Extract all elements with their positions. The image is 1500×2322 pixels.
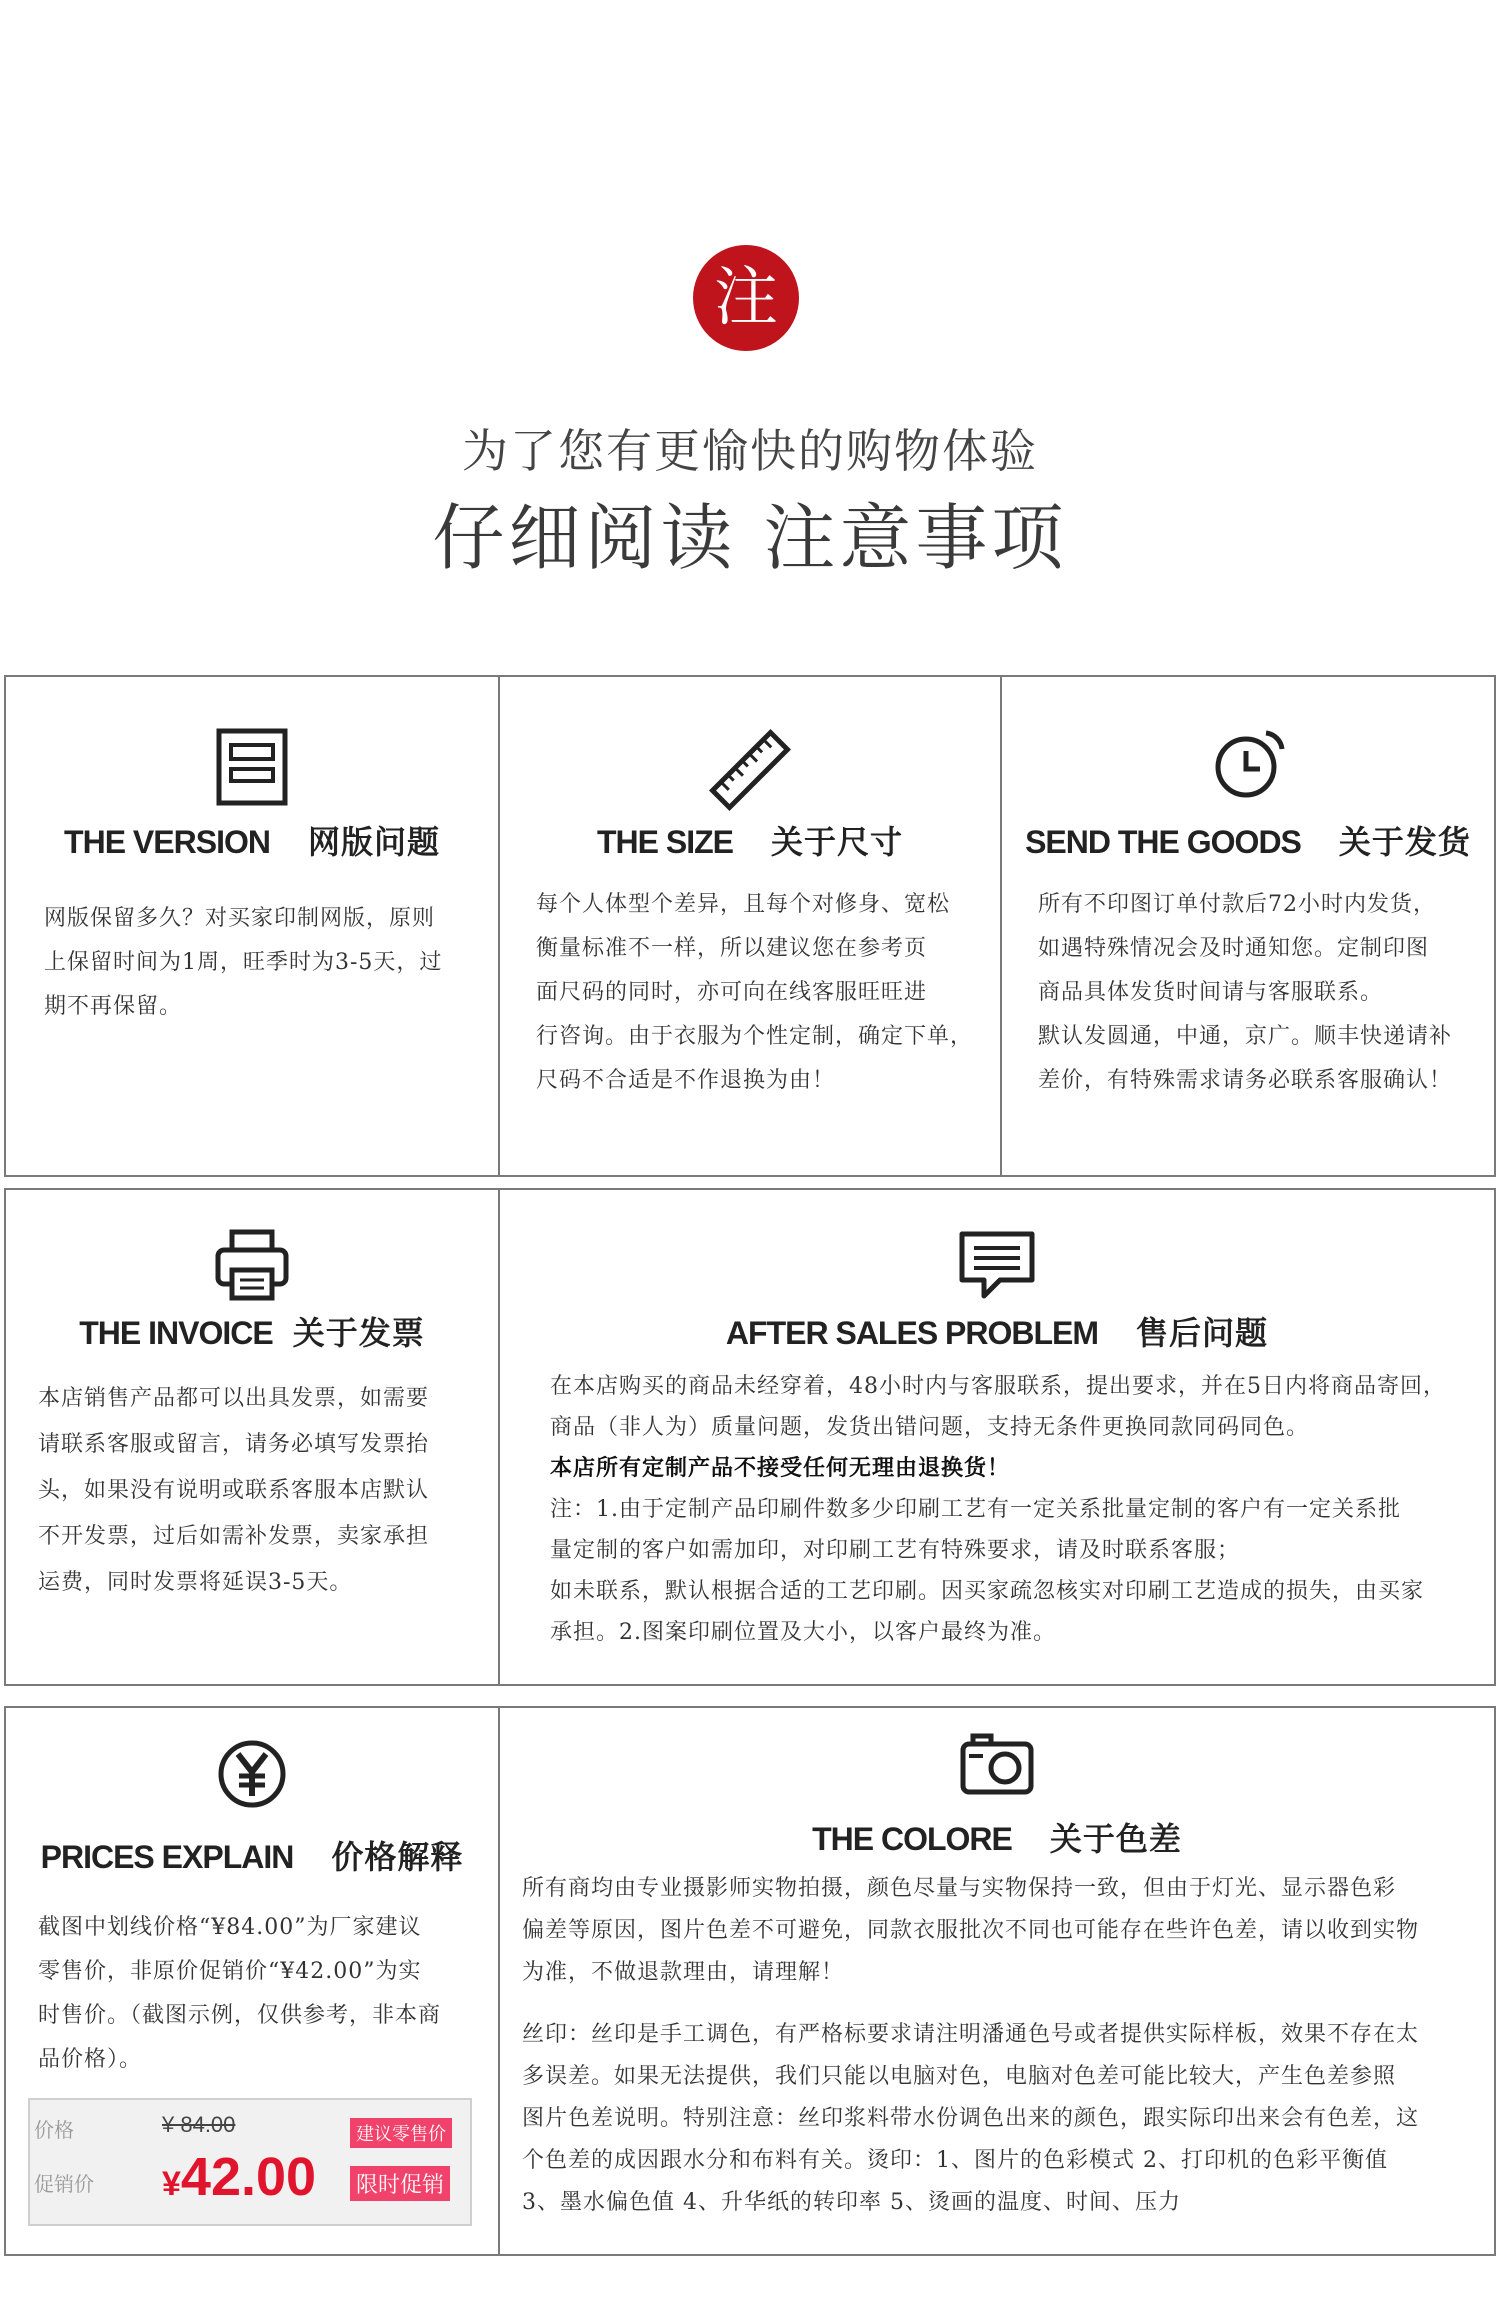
card-after-sales xyxy=(498,1188,1496,1686)
currency-symbol: ¥ xyxy=(162,2165,181,2203)
ruler-icon xyxy=(707,727,793,813)
badge-text: 注 xyxy=(714,261,778,335)
text-line: 如未联系，默认根据合适的工艺印刷。因买家疏忽核实对印刷工艺造成的损失，由买家 xyxy=(550,1579,1425,1604)
text-line: 头，如果没有说明或联系客服本店默认 xyxy=(38,1478,430,1503)
promo-price-label: 促销价 xyxy=(34,2174,94,2196)
heading-zh: 关于发票 xyxy=(292,1314,425,1352)
card-version-heading xyxy=(6,817,498,863)
card-version-text xyxy=(44,897,474,1029)
notice-badge xyxy=(693,245,799,351)
heading-zh: 售后问题 xyxy=(1136,1314,1269,1352)
text-line: 期不再保留。 xyxy=(44,994,183,1019)
heading-zh: 网版问题 xyxy=(307,823,440,861)
text-line: 所有不印图订单付款后72小时内发货， xyxy=(1038,892,1436,917)
text-line: 上保留时间为1周，旺季时为3-5天，过 xyxy=(44,950,443,975)
text-line: 请联系客服或留言，请务必填写发票抬 xyxy=(38,1432,430,1457)
limited-promo-tag: 限时促销 xyxy=(350,2166,450,2201)
card-invoice-text xyxy=(38,1376,488,1606)
card-send-heading xyxy=(1002,817,1494,863)
yen-icon xyxy=(216,1738,288,1810)
heading-en: SEND THE GOODS xyxy=(1025,824,1301,860)
heading-zh: 关于尺寸 xyxy=(771,823,904,861)
text-line: 偏差等原因，图片色差不可避免，同款衣服批次不同也可能存在些许色差，请以收到实物 xyxy=(522,1918,1420,1943)
camera-icon xyxy=(959,1728,1035,1798)
text-line: 商品具体发货时间请与客服联系。 xyxy=(1038,980,1384,1005)
text-line: 所有商均由专业摄影师实物拍摄，颜色尽量与实物保持一致，但由于灯光、显示器色彩 xyxy=(522,1876,1397,1901)
text-line: 运费，同时发票将延误3-5天。 xyxy=(38,1570,353,1595)
text-line-bold: 本店所有定制产品不接受任何无理由退换货！ xyxy=(550,1455,1011,1481)
heading-en: THE COLORE xyxy=(812,1821,1012,1857)
promo-price xyxy=(162,2146,316,2208)
text-line: 网版保留多久？对买家印制网版，原则 xyxy=(44,906,436,931)
heading-en: THE VERSION xyxy=(64,824,270,860)
card-send-text xyxy=(1038,883,1488,1103)
heading-zh: 价格解释 xyxy=(331,1838,464,1876)
heading-en: AFTER SALES PROBLEM xyxy=(725,1315,1099,1351)
text-line: 差价，有特殊需求请务必联系客服确认！ xyxy=(1038,1068,1453,1093)
text-line: 衡量标准不一样，所以建议您在参考页 xyxy=(536,936,928,961)
card-color-heading xyxy=(500,1814,1494,1860)
card-size-text xyxy=(536,883,986,1103)
text-line: 注：1.由于定制产品印刷件数多少印刷工艺有一定关系批量定制的客户有一定关系批 xyxy=(550,1497,1401,1522)
card-invoice-heading xyxy=(6,1308,498,1354)
card-color-text-2 xyxy=(522,2014,1482,2224)
card-size xyxy=(498,675,1002,1177)
text-line: 时售价。（截图示例，仅供参考，非本商 xyxy=(38,2003,442,2028)
text-line: 零售价，非原价促销价“¥42.00”为实 xyxy=(38,1959,422,1984)
card-size-heading xyxy=(500,817,1000,863)
promo-price-value: 42.00 xyxy=(180,2147,317,2207)
card-prices xyxy=(4,1706,500,2256)
text-line: 默认发圆通，中通，京广。顺丰快递请补 xyxy=(1038,1024,1453,1049)
text-line: 面尺码的同时，亦可向在线客服旺旺进 xyxy=(536,980,928,1005)
clock-icon xyxy=(1210,727,1286,803)
price-label: 价格 xyxy=(34,2120,74,2142)
heading-en: THE INVOICE xyxy=(79,1315,273,1351)
card-after-heading xyxy=(500,1308,1494,1354)
text-line: 量定制的客户如需加印，对印刷工艺有特殊要求，请及时联系客服； xyxy=(550,1538,1241,1563)
text-line: 多误差。如果无法提供，我们只能以电脑对色，电脑对色差可能比较大，产生色差参照 xyxy=(522,2064,1397,2089)
card-prices-heading xyxy=(6,1832,498,1878)
text-line: 本店销售产品都可以出具发票，如需要 xyxy=(38,1386,430,1411)
text-line: 商品（非人为）质量问题，发货出错问题，支持无条件更换同款同码同色。 xyxy=(550,1415,1310,1440)
text-line: 每个人体型个差异，且每个对修身、宽松 xyxy=(536,892,951,917)
card-color xyxy=(498,1706,1496,2256)
text-line: 承担。2.图案印刷位置及大小，以客户最终为准。 xyxy=(550,1620,1056,1645)
message-icon xyxy=(956,1228,1038,1302)
text-line: 丝印：丝印是手工调色，有严格标要求请注明潘通色号或者提供实际样板，效果不存在太 xyxy=(522,2022,1420,2047)
card-invoice xyxy=(4,1188,500,1686)
heading-en: PRICES EXPLAIN xyxy=(40,1839,294,1875)
heading-zh: 关于发货 xyxy=(1338,823,1471,861)
document-icon xyxy=(215,727,289,807)
text-line: 在本店购买的商品未经穿着，48小时内与客服联系，提出要求，并在5日内将商品寄回， xyxy=(550,1374,1446,1399)
card-version xyxy=(4,675,500,1177)
text-line: 不开发票，过后如需补发票，卖家承担 xyxy=(38,1524,430,1549)
card-send xyxy=(1000,675,1496,1177)
page-subtitle: 为了您有更愉快的购物体验 xyxy=(462,424,1038,478)
page-title: 仔细阅读 注意事项 xyxy=(432,496,1068,580)
heading-en: THE SIZE xyxy=(596,824,733,860)
original-price: ¥ 84.00 xyxy=(162,2112,236,2137)
text-line: 截图中划线价格“¥84.00”为厂家建议 xyxy=(38,1915,422,1940)
printer-icon xyxy=(214,1228,290,1302)
text-line: 图片色差说明。特别注意：丝印浆料带水份调色出来的颜色，跟实际印出来会有色差，这 xyxy=(522,2106,1420,2131)
retail-price-tag: 建议零售价 xyxy=(350,2118,452,2148)
card-prices-text xyxy=(38,1906,488,2082)
price-example xyxy=(28,2098,472,2226)
text-line: 行咨询。由于衣服为个性定制，确定下单， xyxy=(536,1024,974,1049)
text-line: 个色差的成因跟水分和布料有关。烫印：1、图片的色彩模式 2、打印机的色彩平衡值 xyxy=(522,2148,1388,2173)
text-line: 品价格）。 xyxy=(38,2047,143,2072)
card-after-text xyxy=(550,1366,1480,1653)
text-line: 3、墨水偏色值 4、升华纸的转印率 5、烫画的温度、时间、压力 xyxy=(522,2190,1181,2215)
text-line: 如遇特殊情况会及时通知您。定制印图 xyxy=(1038,936,1430,961)
heading-zh: 关于色差 xyxy=(1049,1820,1182,1858)
card-color-text xyxy=(522,1868,1482,1994)
text-line: 尺码不合适是不作退换为由！ xyxy=(536,1068,836,1093)
text-line: 为准，不做退款理由，请理解！ xyxy=(522,1960,845,1985)
